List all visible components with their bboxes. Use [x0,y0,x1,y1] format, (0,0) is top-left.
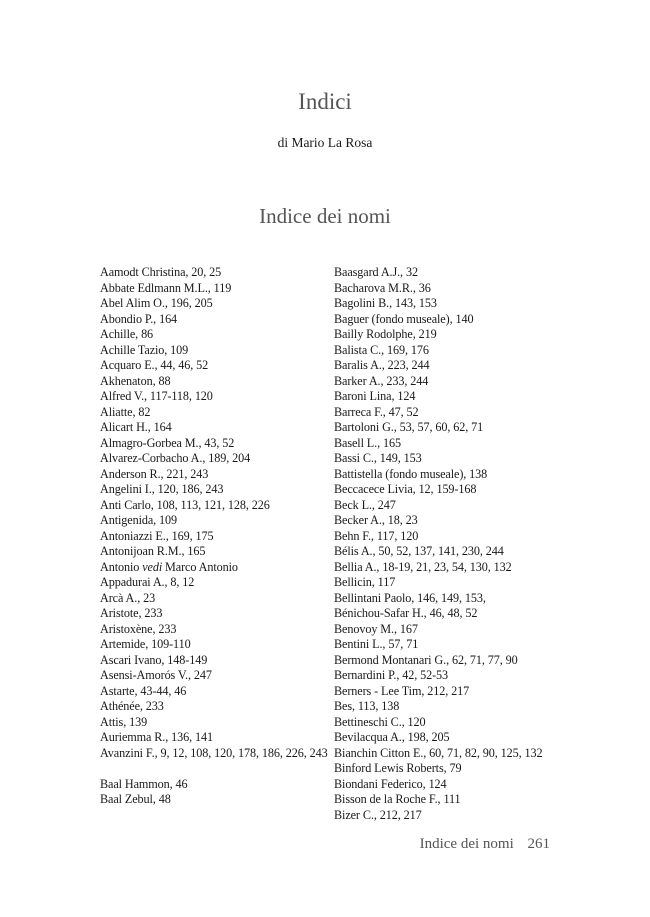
index-entry: Baal Zebul, 48 [100,792,171,806]
index-entry: Baguer (fondo museale), 140 [334,311,474,326]
index-entry: Attis, 139 [100,714,148,729]
index-entry: Bernardini P., 42, 52-53 [334,668,449,682]
index-entry: Antoniazzi E., 169, 175 [100,528,214,543]
index-entry: Antonijoan R.M., 165 [100,544,206,558]
index-column-left [100,265,332,808]
index-entry: Aristoxène, 233 [100,621,177,636]
index-entry: Bellicin, 117 [334,575,396,589]
index-entry: Bélis A., 50, 52, 137, 141, 230, 244 [334,544,504,558]
index-entry: Bassi C., 149, 153 [334,451,422,465]
index-entry: Achille, 86 [100,327,154,341]
index-entry: Avanzini F., 9, 12, 108, 120, 178, 186, 226, 243 [100,745,328,760]
author-line: di Mario La Rosa [277,135,373,150]
index-entry: Anti Carlo, 108, 113, 121, 128, 226 [100,497,270,512]
index-column-right [334,265,566,823]
index-entry: Alicart H., 164 [100,420,172,434]
index-entry: Balista C., 169, 176 [334,342,429,357]
index-entry: Antonio vedi Marco Antonio [100,559,238,574]
index-entry: Astarte, 43-44, 46 [100,683,187,698]
index-entry: Bagolini B., 143, 153 [334,296,437,310]
index-entry: Acquaro E., 44, 46, 52 [100,358,209,372]
entry-gap [100,761,332,777]
index-entry: Barker A., 233, 244 [334,373,429,388]
index-entry: Antigenida, 109 [100,513,178,527]
index-entry: Auriemma R., 136, 141 [100,730,213,744]
index-entry: Bermond Montanari G., 62, 71, 77, 90 [334,652,518,667]
index-entry: Behn F., 117, 120 [334,528,419,543]
index-entry: Baroni Lina, 124 [334,389,416,403]
index-entry: Bes, 113, 138 [334,699,400,713]
index-entry: Athénée, 233 [100,699,164,713]
index-entry: Binford Lewis Roberts, 79 [334,761,462,775]
index-entry: Bartoloni G., 53, 57, 60, 62, 71 [334,420,484,434]
index-entry: Asensi-Amorós V., 247 [100,668,212,682]
page-footer [420,836,550,853]
index-entry: Aamodt Christina, 20, 25 [100,265,222,279]
index-entry: Basell L., 165 [334,435,401,450]
index-entry: Bisson de la Roche F., 111 [334,792,461,806]
index-entry: Bellintani Paolo, 146, 149, 153, [334,590,486,605]
index-entry: Bailly Rodolphe, 219 [334,327,437,341]
index-entry: Alvarez-Corbacho A., 189, 204 [100,451,251,465]
index-entry: Biondani Federico, 124 [334,776,447,791]
index-entry: Bianchin Citton E., 60, 71, 82, 90, 125, 132 [334,745,543,760]
index-entry: Abbate Edlmann M.L., 119 [100,280,232,295]
index-entry: Arcà A., 23 [100,590,156,605]
index-entry: Baralis A., 223, 244 [334,358,430,372]
section-title: Indice dei nomi [259,204,391,228]
index-entry: Abondio P., 164 [100,311,178,326]
index-entry: Bevilacqua A., 198, 205 [334,730,450,744]
index-entry: Almagro-Gorbea M., 43, 52 [100,435,235,450]
index-entry: Bénichou-Safar H., 46, 48, 52 [334,606,478,620]
index-entry: Beck L., 247 [334,497,396,512]
index-entry: Angelini I., 120, 186, 243 [100,482,224,496]
index-entry: Bizer C., 212, 217 [334,807,422,822]
page-number: 261 [527,836,550,852]
index-entry: Aliatte, 82 [100,404,151,419]
index-entry: Ascari Ivano, 148-149 [100,652,208,667]
index-entry: Appadurai A., 8, 12 [100,575,195,589]
index-entry: Abel Alim O., 196, 205 [100,296,213,310]
index-entry: Alfred V., 117-118, 120 [100,389,213,403]
index-entry: Becker A., 18, 23 [334,513,418,527]
index-entry: Barreca F., 47, 52 [334,404,419,419]
index-entry: Artemide, 109-110 [100,637,191,651]
index-entry: Bettineschi C., 120 [334,714,426,729]
index-entry: Bentini L., 57, 71 [334,637,419,651]
index-entry: Berners - Lee Tim, 212, 217 [334,683,470,698]
index-entry: Benovoy M., 167 [334,621,418,636]
page-title: Indici [298,89,352,114]
index-entry: Battistella (fondo museale), 138 [334,466,488,481]
index-entry: Baasgard A.J., 32 [334,265,418,279]
index-entry: Aristote, 233 [100,606,163,620]
running-title: Indice dei nomi [419,836,514,852]
index-entry: Akhenaton, 88 [100,373,171,388]
index-entry: Anderson R., 221, 243 [100,466,209,481]
index-entry: Bellia A., 18-19, 21, 23, 54, 130, 132 [334,559,512,574]
index-entry: Beccacece Livia, 12, 159-168 [334,482,477,496]
index-entry: Bacharova M.R., 36 [334,280,431,295]
index-entry: Baal Hammon, 46 [100,776,188,791]
index-entry: Achille Tazio, 109 [100,342,189,357]
